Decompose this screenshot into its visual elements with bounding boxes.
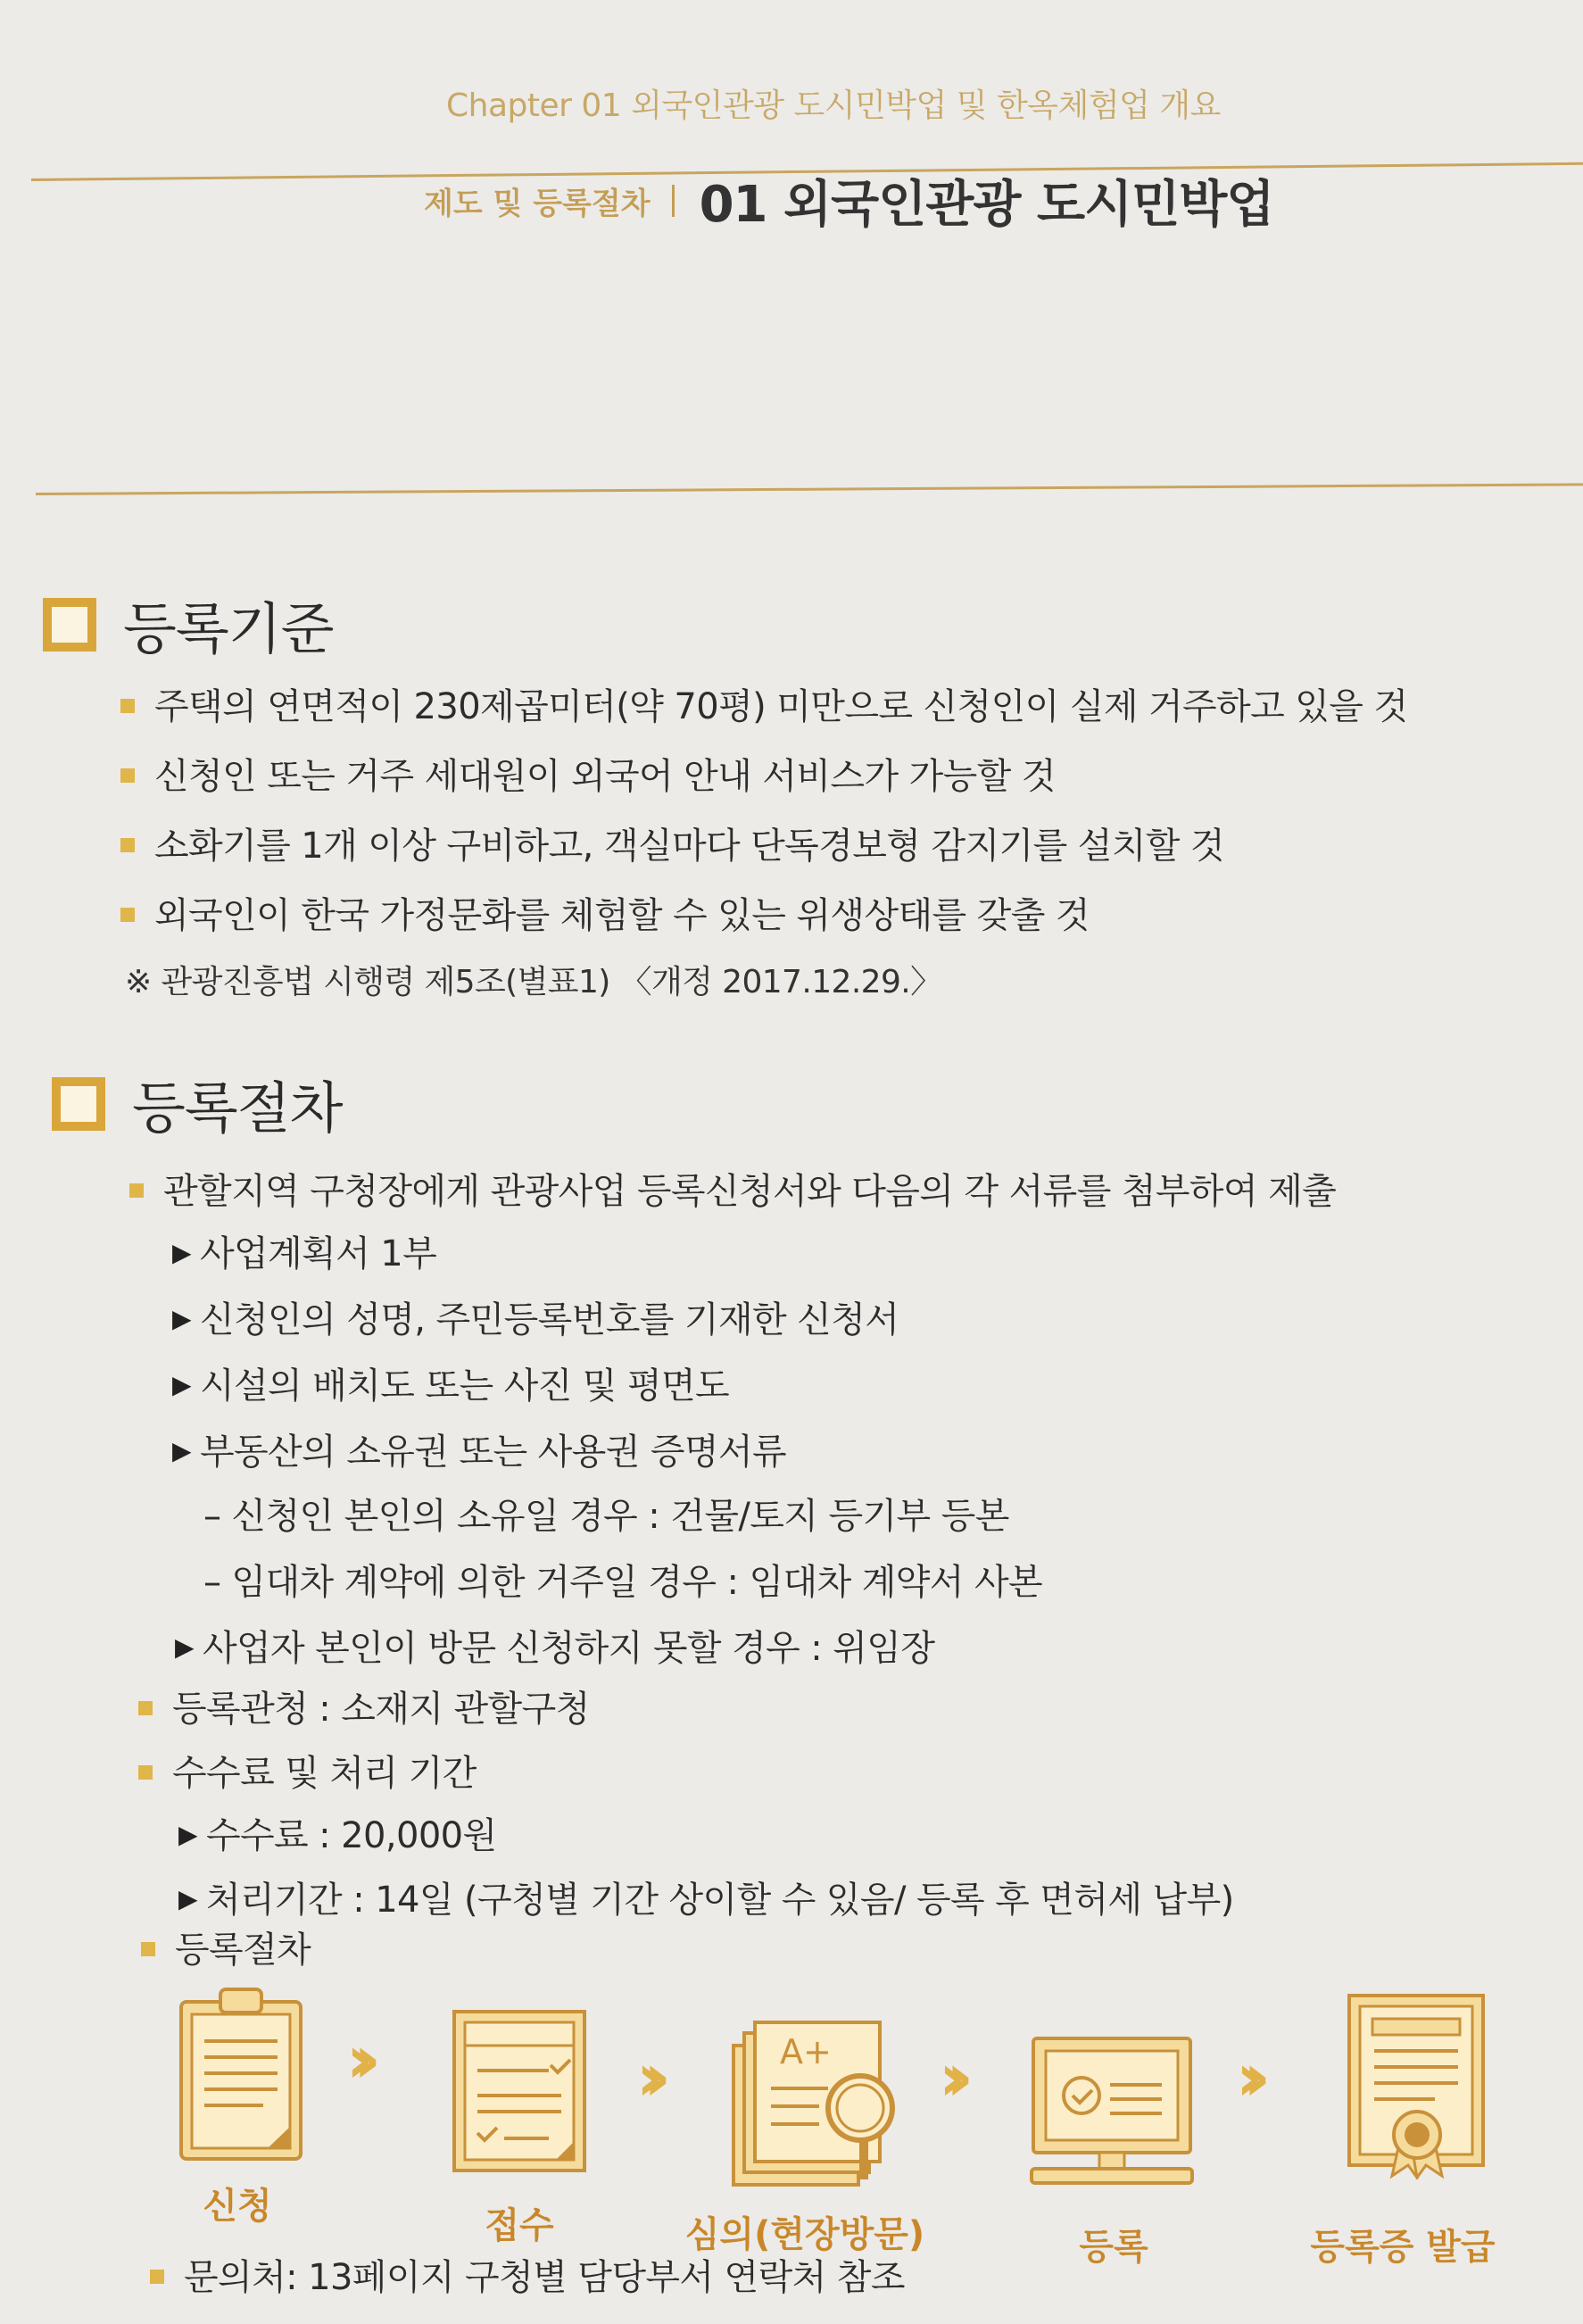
criteria-item: 신청인 또는 거주 세대원이 외국어 안내 서비스가 가능할 것 [120, 748, 1056, 799]
criteria-item: 외국인이 한국 가정문화를 체험할 수 있는 위생상태를 갖출 것 [120, 887, 1090, 938]
clipboard-icon [174, 1986, 308, 2164]
triangle-right-icon: ▶ [172, 1303, 191, 1333]
criteria-item: 소화기를 1개 이상 구비하고, 객실마다 단독경보형 감지기를 설치할 것 [120, 818, 1224, 868]
step-label: 신청 [203, 2186, 272, 2227]
step-label: 심의(현장방문) [684, 2214, 925, 2255]
bullet-icon [120, 699, 135, 713]
bullet-icon [141, 1942, 155, 1956]
section-category: 제도 및 등록절차 [424, 186, 651, 222]
bullet-icon [120, 908, 135, 922]
square-bullet-icon [43, 598, 96, 652]
chevron-right-icon: ›› [346, 2021, 361, 2098]
bullet-icon [150, 2270, 164, 2284]
bullet-icon [138, 1765, 153, 1780]
bullet-icon [138, 1701, 153, 1715]
triangle-right-icon: ▶ [172, 1435, 191, 1465]
monitor-check-icon [1028, 2033, 1198, 2194]
proof-item: – 임대차 계약에 의한 거주일 경우 : 임대차 계약서 사본 [203, 1562, 1043, 1603]
triangle-right-icon: ▶ [175, 1631, 194, 1662]
document-item: ▶ 사업계획서 1부 [172, 1233, 437, 1274]
title-divider [36, 483, 1583, 495]
procedure-heading [52, 1064, 343, 1143]
step-label: 접수 [485, 2205, 554, 2246]
triangle-right-icon: ▶ [178, 1819, 197, 1849]
contact-info: 문의처: 13페이지 구청별 담당부서 연락처 참조 [150, 2249, 905, 2300]
certificate-icon [1346, 1992, 1488, 2179]
procedure-item: 등록관청 : 소재지 관할구청 [138, 1681, 590, 1731]
period-item: ▶ 처리기간 : 14일 (구청별 기간 상이할 수 있음/ 등록 후 면허세 납부) [178, 1880, 1234, 1921]
procedure-item: 관할지역 구청장에게 관광사업 등록신청서와 다음의 각 서류를 첨부하여 제출 [129, 1163, 1336, 1214]
proof-item: – 신청인 본인의 소유일 경우 : 건물/토지 등기부 등본 [203, 1496, 1009, 1537]
criteria-item: 주택의 연면적이 230제곱미터(약 70평) 미만으로 신청인이 실제 거주하고 있을 것 [120, 678, 1408, 729]
chevron-right-icon: ›› [636, 2039, 651, 2116]
fee-item: ▶ 수수료 : 20,000원 [178, 1815, 497, 1856]
section-header [424, 165, 1273, 237]
procedure-item: 등록절차 [141, 1921, 311, 1972]
procedure-title: 등록절차 [132, 1075, 343, 1141]
bullet-icon [120, 838, 135, 852]
legal-note: ※ 관광진흥법 시행령 제5조(별표1) 〈개정 2017.12.29.〉 [125, 964, 942, 1000]
document-check-icon [451, 2008, 593, 2178]
step-label: 등록 [1079, 2227, 1148, 2268]
document-item: ▶ 부동산의 소유권 또는 사용권 증명서류 [172, 1432, 787, 1473]
triangle-right-icon: ▶ [172, 1369, 191, 1399]
grade-mark: A+ [780, 2032, 832, 2071]
document-item: ▶ 시설의 배치도 또는 사진 및 평면도 [172, 1365, 730, 1407]
chevron-right-icon: ›› [1236, 2039, 1251, 2116]
triangle-right-icon: ▶ [178, 1883, 197, 1913]
header-separator [672, 185, 675, 217]
criteria-heading [43, 585, 334, 664]
document-item: ▶ 신청인의 성명, 주민등록번호를 기재한 신청서 [172, 1299, 899, 1340]
bullet-icon [129, 1183, 144, 1198]
procedure-item: 수수료 및 처리 기간 [138, 1745, 477, 1796]
chevron-right-icon: ›› [939, 2039, 954, 2116]
square-bullet-icon [52, 1077, 105, 1131]
document-item: ▶ 사업자 본인이 방문 신청하지 못할 경우 : 위임장 [175, 1628, 935, 1669]
page-title: 01 외국인관광 도시민박업 [699, 176, 1274, 234]
criteria-title: 등록기준 [123, 596, 334, 661]
step-label: 등록증 발급 [1310, 2227, 1496, 2268]
chapter-header: Chapter 01 외국인관광 도시민박업 및 한옥체험업 개요 [446, 87, 1221, 124]
bullet-icon [120, 768, 135, 783]
review-magnifier-icon [730, 2019, 908, 2188]
triangle-right-icon: ▶ [172, 1237, 191, 1267]
